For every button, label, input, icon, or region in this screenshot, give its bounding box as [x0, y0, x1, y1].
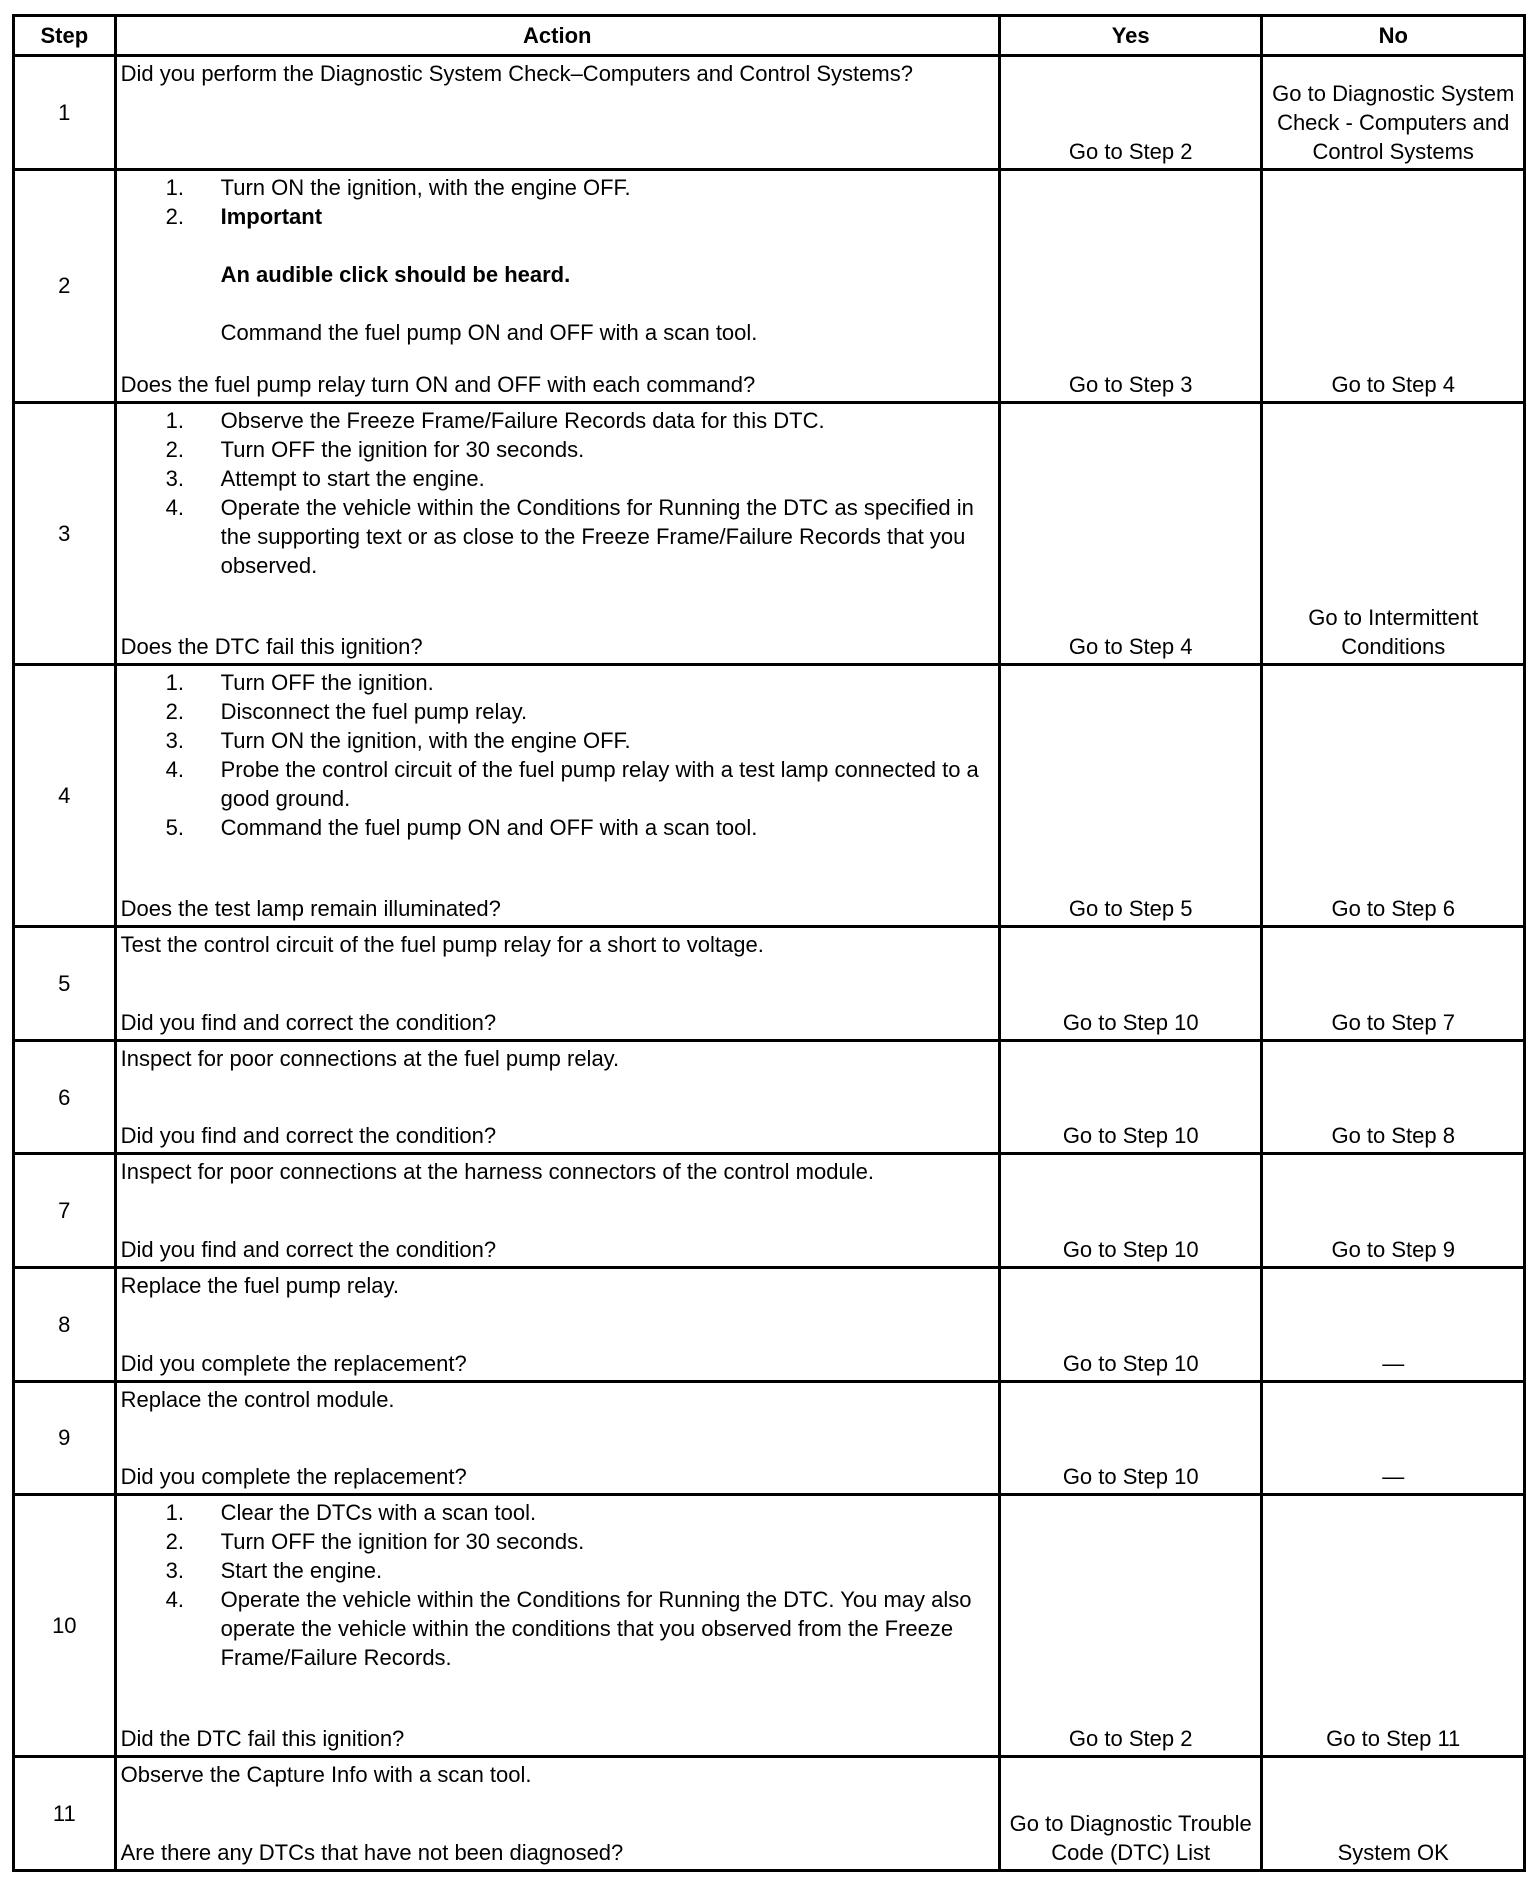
list-item: 1. Turn ON the ignition, with the engine OFF. — [165, 174, 631, 200]
action-instruction: Replace the control module. — [120, 1386, 395, 1412]
action-question: Did you find and correct the condition? — [120, 1237, 497, 1263]
no-result: Go to Step 11 — [1262, 1495, 1525, 1757]
header-yes: Yes — [999, 16, 1262, 56]
yes-result: Go to Step 10 — [999, 1154, 1262, 1268]
table-row — [14, 665, 1525, 927]
yes-result: Go to Step 3 — [999, 169, 1262, 402]
no-result: Go to Step 9 — [1262, 1154, 1525, 1268]
action-instruction: Observe the Capture Info with a scan tool. — [120, 1762, 532, 1788]
header-no: No — [1262, 16, 1525, 56]
action-question: Are there any DTCs that have not been diagnosed? — [120, 1840, 624, 1865]
table-row — [14, 1757, 1525, 1871]
list-item: 3. Start the engine. — [165, 1558, 383, 1584]
no-result: Go to Step 4 — [1262, 169, 1525, 402]
no-result: Go to Intermittent Conditions — [1262, 402, 1525, 664]
action-question: Did you find and correct the condition? — [120, 1123, 497, 1149]
list-item: 1. Observe the Freeze Frame/Failure Records data for this DTC. — [165, 407, 825, 433]
header-row — [14, 16, 1525, 56]
yes-result: Go to Step 2 — [999, 56, 1262, 170]
action-question: Does the test lamp remain illuminated? — [120, 896, 501, 922]
table-row — [14, 927, 1525, 1041]
yes-result: Go to Step 4 — [999, 402, 1262, 664]
step-number: 2 — [14, 169, 116, 402]
action-cell — [115, 927, 999, 1041]
no-result: System OK — [1262, 1757, 1525, 1871]
sub-instruction: Command the fuel pump ON and OFF with a scan tool. — [220, 319, 758, 345]
no-result: Go to Diagnostic System Check - Computers and Control Systems — [1262, 56, 1525, 170]
yes-result: Go to Step 10 — [999, 1040, 1262, 1154]
action-cell — [115, 1268, 999, 1382]
action-question: Did you complete the replacement? — [120, 1350, 467, 1376]
table-row — [14, 1040, 1525, 1154]
action-instruction: Test the control circuit of the fuel pump relay for a short to voltage. — [120, 932, 764, 958]
step-number: 8 — [14, 1268, 116, 1382]
action-question: Did the DTC fail this ignition? — [120, 1726, 405, 1752]
action-cell — [115, 1495, 999, 1757]
table-row — [14, 1495, 1525, 1757]
no-result: — — [1262, 1268, 1525, 1382]
list-item: 2. Disconnect the fuel pump relay. — [165, 699, 528, 725]
action-cell — [115, 1040, 999, 1154]
step-number: 10 — [14, 1495, 116, 1757]
list-item: 1. Clear the DTCs with a scan tool. — [165, 1500, 537, 1526]
action-question: Did you complete the replacement? — [120, 1464, 467, 1490]
no-result: Go to Step 7 — [1262, 927, 1525, 1041]
header-step: Step — [14, 16, 116, 56]
table-row — [14, 1154, 1525, 1268]
step-number: 3 — [14, 402, 116, 664]
list-item: 4. Probe the control circuit of the fuel pump relay with a test lamp connected to a good ground. — [165, 757, 979, 812]
step-number: 1 — [14, 56, 116, 170]
important-label: Important — [220, 203, 323, 229]
action-steps-list — [121, 668, 994, 842]
list-item: 2. Important — [121, 202, 994, 231]
action-steps-list — [121, 173, 994, 231]
table-row — [14, 1381, 1525, 1495]
no-result: Go to Step 6 — [1262, 665, 1525, 927]
yes-result: Go to Diagnostic Trouble Code (DTC) List — [999, 1757, 1262, 1871]
action-cell — [115, 169, 999, 402]
list-item: 2. Turn OFF the ignition for 30 seconds. — [165, 1529, 585, 1555]
action-question: Does the fuel pump relay turn ON and OFF with each command? — [120, 371, 756, 397]
no-result: Go to Step 8 — [1262, 1040, 1525, 1154]
important-note: An audible click should be heard. — [220, 261, 571, 287]
table-row — [14, 169, 1525, 402]
yes-result: Go to Step 2 — [999, 1495, 1262, 1757]
step-number: 5 — [14, 927, 116, 1041]
action-steps-list — [121, 1498, 994, 1672]
table-row — [14, 56, 1525, 170]
yes-result: Go to Step 5 — [999, 665, 1262, 927]
action-question: Does the DTC fail this ignition? — [120, 634, 423, 660]
step-number: 7 — [14, 1154, 116, 1268]
action-cell — [115, 1154, 999, 1268]
list-item: 4. Operate the vehicle within the Conditions for Running the DTC as specified in the supporting text or as close to the Freeze Frame/Failure Records that you observed. — [165, 494, 974, 578]
action-instruction: Inspect for poor connections at the fuel pump relay. — [120, 1045, 620, 1071]
yes-result: Go to Step 10 — [999, 1381, 1262, 1495]
list-item: 5. Command the fuel pump ON and OFF with a scan tool. — [165, 815, 758, 841]
step-number: 9 — [14, 1381, 116, 1495]
action-steps-list — [121, 406, 994, 580]
action-question: Did you perform the Diagnostic System Check–Computers and Control Systems? — [120, 61, 913, 86]
step-number: 6 — [14, 1040, 116, 1154]
action-instruction: Replace the fuel pump relay. — [120, 1273, 400, 1299]
list-item: 3. Attempt to start the engine. — [165, 465, 485, 491]
action-cell — [115, 1381, 999, 1495]
action-question: Did you find and correct the condition? — [120, 1009, 497, 1035]
list-item: 1. Turn OFF the ignition. — [165, 670, 434, 696]
table-row — [14, 402, 1525, 664]
list-item: 2. Turn OFF the ignition for 30 seconds. — [165, 436, 585, 462]
list-item: 4. Operate the vehicle within the Conditions for Running the DTC. You may also operate the vehicle within the conditions that you observed from the Freeze Frame/Failure Records. — [165, 1587, 972, 1671]
action-cell — [115, 56, 999, 170]
yes-result: Go to Step 10 — [999, 1268, 1262, 1382]
diagnostic-table — [12, 14, 1526, 1872]
table-row — [14, 1268, 1525, 1382]
no-result: — — [1262, 1381, 1525, 1495]
action-instruction: Inspect for poor connections at the harness connectors of the control module. — [120, 1159, 874, 1185]
action-cell — [115, 665, 999, 927]
header-action: Action — [115, 16, 999, 56]
step-number: 11 — [14, 1757, 116, 1871]
list-item: 3. Turn ON the ignition, with the engine OFF. — [165, 728, 631, 754]
step-number: 4 — [14, 665, 116, 927]
action-cell — [115, 1757, 999, 1871]
action-cell — [115, 402, 999, 664]
yes-result: Go to Step 10 — [999, 927, 1262, 1041]
